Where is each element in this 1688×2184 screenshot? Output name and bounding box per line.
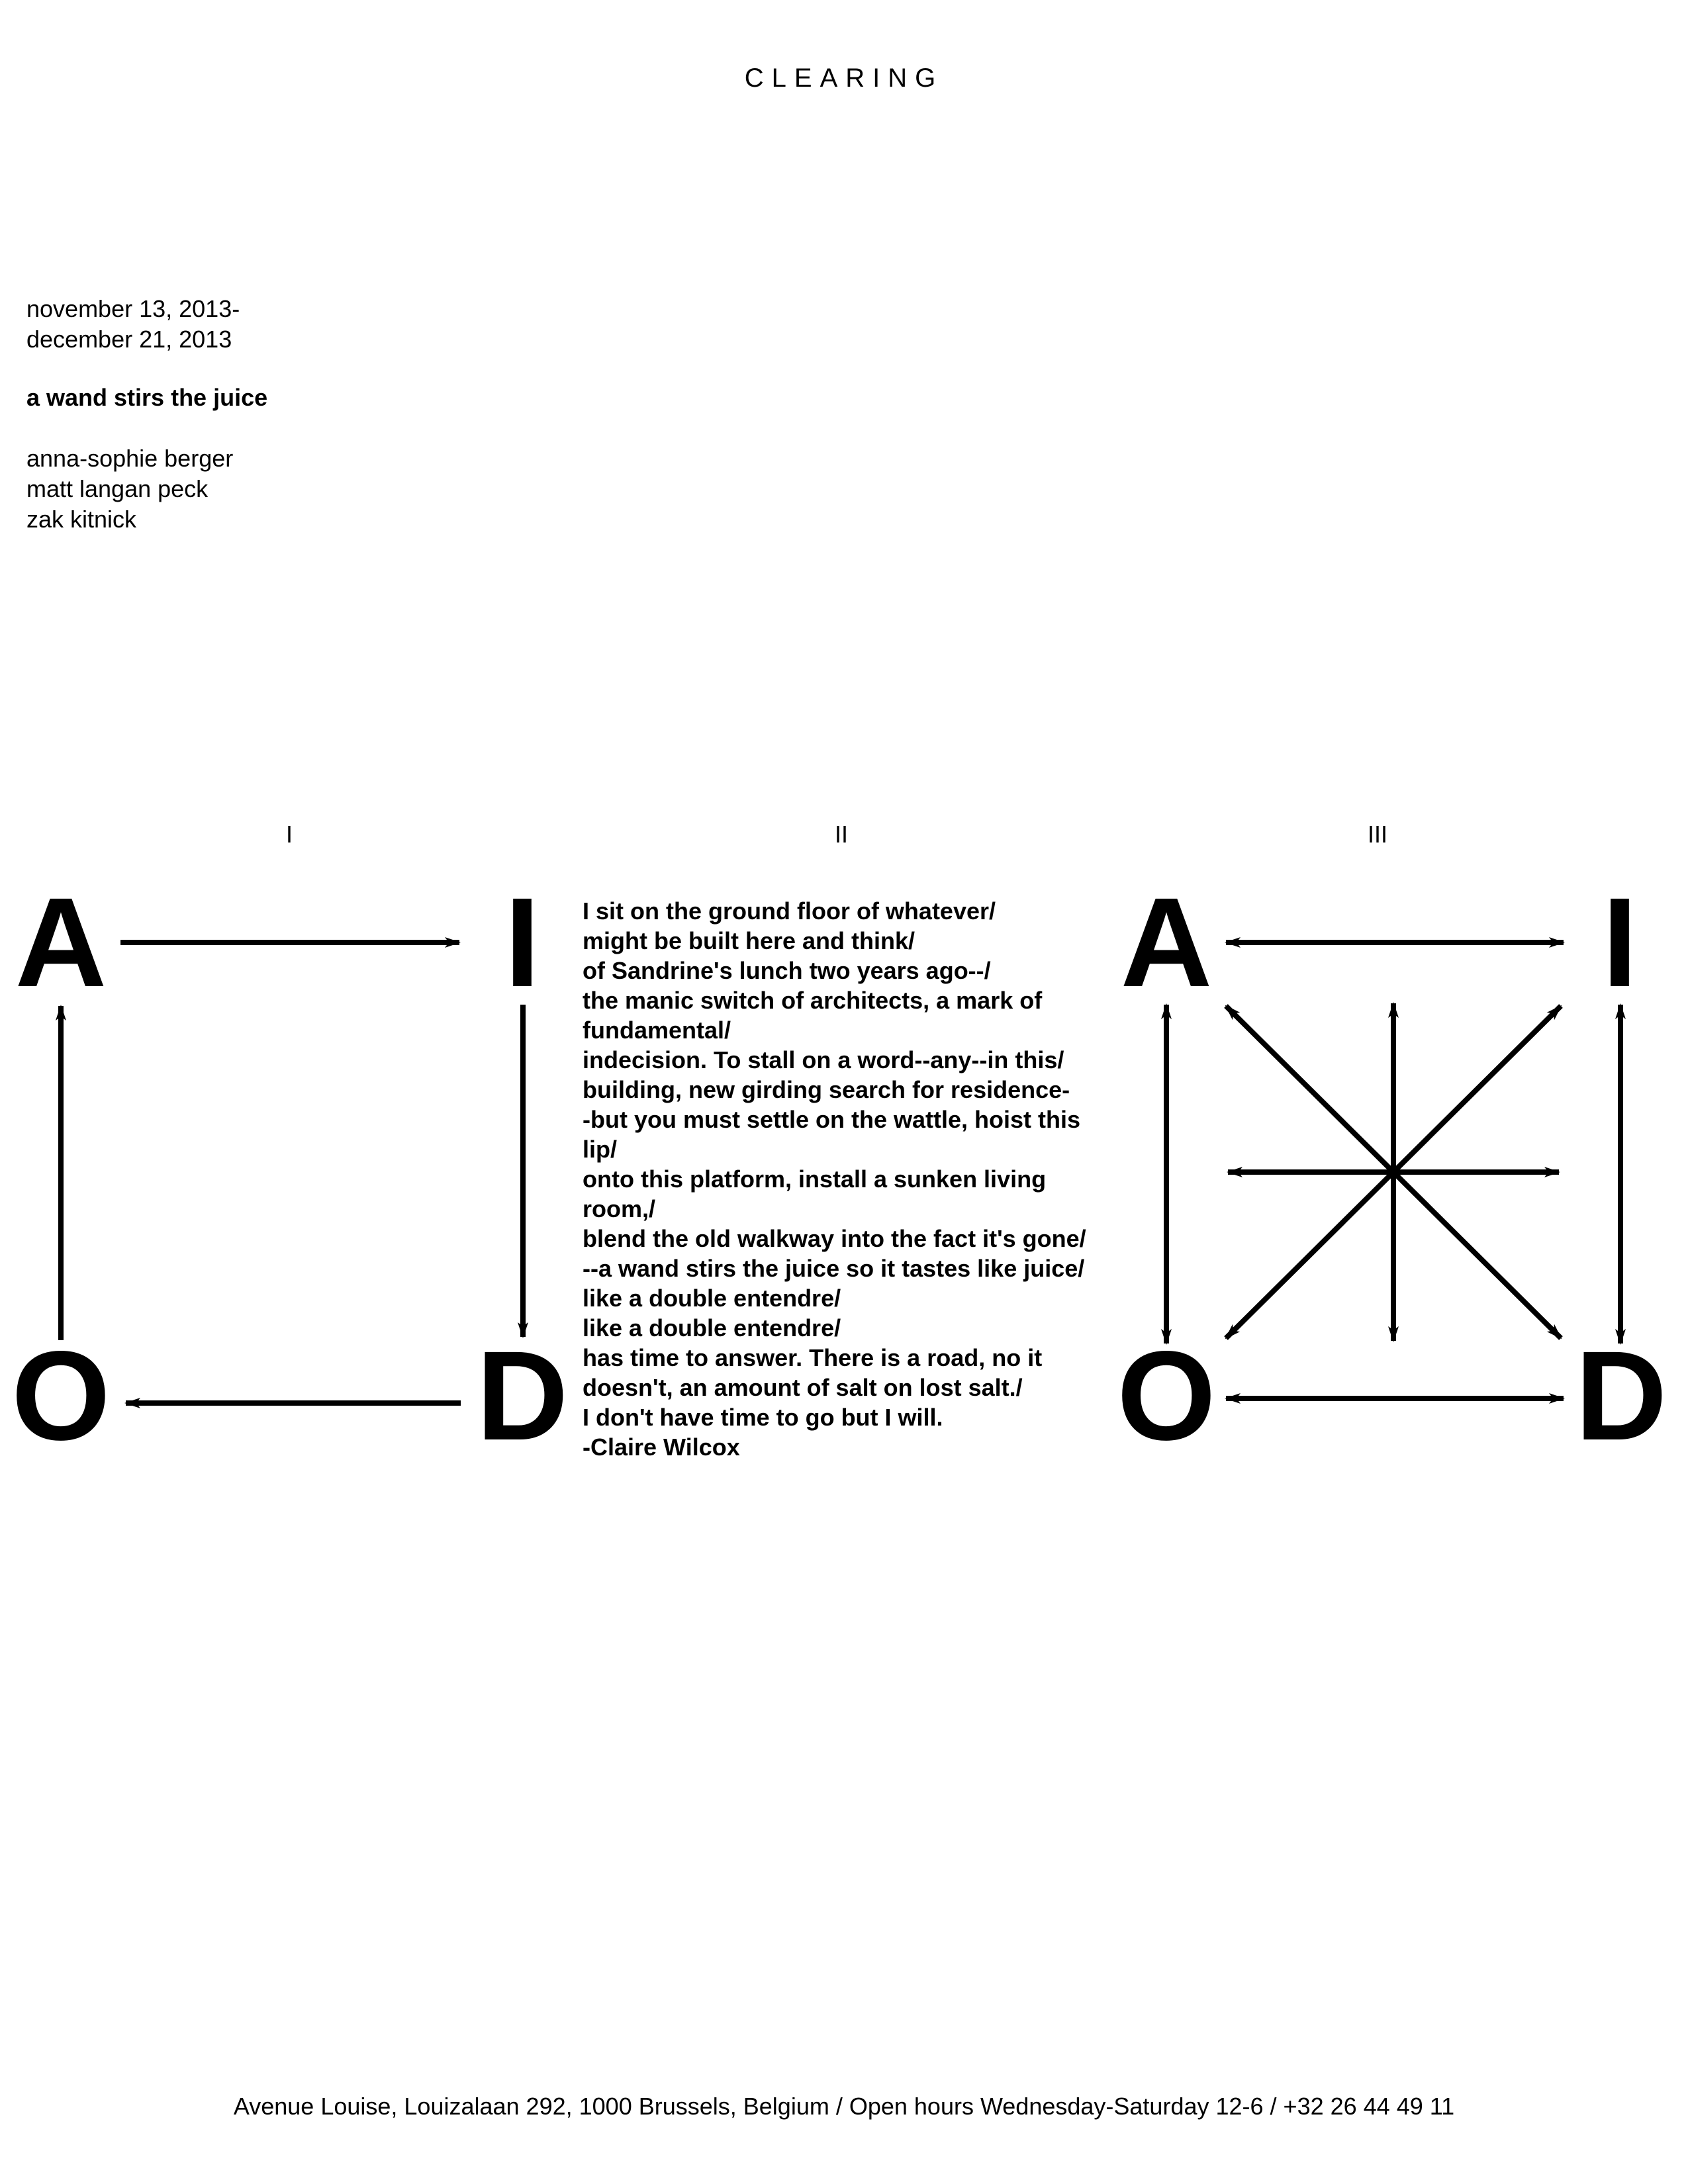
footer-address: Avenue Louise, Louizalaan 292, 1000 Brussels, Belgium / Open hours Wednesday-Saturday 12-6 / +32 26 44 49 11 xyxy=(233,2093,1455,2120)
section-numeral-three: III xyxy=(1367,821,1387,848)
star-arrow-up-right xyxy=(1393,1006,1561,1172)
poem-line: of Sandrine's lunch two years ago--/ xyxy=(583,957,991,984)
artist-name: zak kitnick xyxy=(26,506,137,533)
poem-text xyxy=(583,896,1125,1462)
poem-line: has time to answer. There is a road, no it xyxy=(583,1344,1043,1371)
poem-line: building, new girding search for residence- xyxy=(583,1076,1070,1103)
letter-a: A xyxy=(1120,871,1213,1013)
poem-line: might be built here and think/ xyxy=(583,927,915,954)
poem-line: -but you must settle on the wattle, hoist this xyxy=(583,1106,1081,1133)
poem-line: I don't have time to go but I will. xyxy=(583,1404,943,1431)
letter-i: I xyxy=(1602,871,1638,1013)
artist-name: anna-sophie berger xyxy=(26,445,234,472)
date-end: december 21, 2013 xyxy=(26,326,232,353)
poem-line: the manic switch of architects, a mark of xyxy=(583,987,1043,1014)
letter-d: D xyxy=(476,1324,569,1467)
poem-line: lip/ xyxy=(583,1136,617,1163)
section-numeral-one: I xyxy=(285,821,293,848)
poem-line: onto this platform, install a sunken living xyxy=(583,1165,1047,1193)
poem-line: --a wand stirs the juice so it tastes like juice/ xyxy=(583,1255,1085,1282)
poem-line: like a double entendre/ xyxy=(583,1285,841,1312)
star-arrow-up-left xyxy=(1226,1006,1393,1172)
section-numeral-two: II xyxy=(834,821,848,848)
artist-name: matt langan peck xyxy=(26,475,209,502)
artist-list xyxy=(26,443,233,535)
letter-o: O xyxy=(11,1324,111,1467)
exhibition-title: a wand stirs the juice xyxy=(26,384,268,411)
letter-d: D xyxy=(1575,1324,1667,1467)
poem-line: indecision. To stall on a word--any--in this/ xyxy=(583,1046,1064,1073)
poem-line: room,/ xyxy=(583,1195,656,1222)
star-arrow-down-right xyxy=(1393,1172,1561,1338)
gallery-name: CLEARING xyxy=(744,64,944,93)
letter-a: A xyxy=(15,871,107,1013)
date-start: november 13, 2013- xyxy=(26,295,240,322)
cycle-diagram xyxy=(0,871,576,1469)
exhibition-dates xyxy=(26,294,240,355)
poem-author: -Claire Wilcox xyxy=(583,1433,740,1461)
letter-i: I xyxy=(504,871,540,1013)
star-arrow-down-left xyxy=(1226,1172,1393,1338)
poem-line: blend the old walkway into the fact it's gone/ xyxy=(583,1225,1086,1252)
poem-line: fundamental/ xyxy=(583,1017,731,1044)
poem-line: like a double entendre/ xyxy=(583,1314,841,1342)
letter-o: O xyxy=(1117,1324,1216,1467)
network-diagram xyxy=(1112,871,1688,1469)
poem-line: I sit on the ground floor of whatever/ xyxy=(583,897,996,925)
poem-line: doesn't, an amount of salt on lost salt./ xyxy=(583,1374,1023,1401)
